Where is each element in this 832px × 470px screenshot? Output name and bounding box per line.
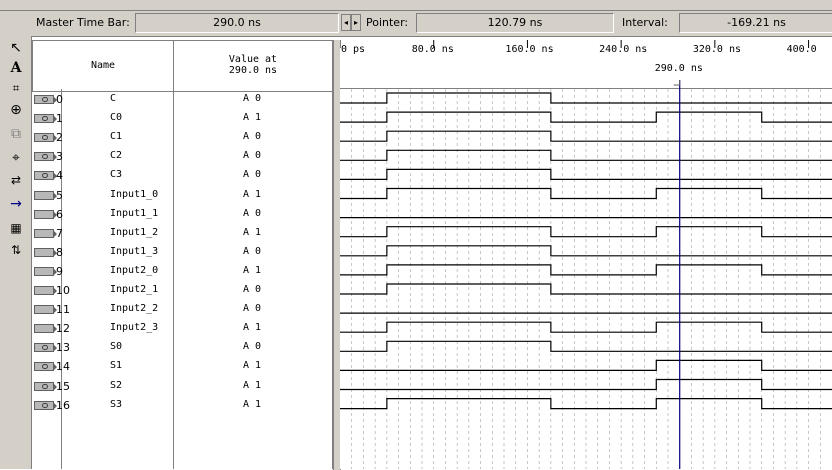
time-info-bar — [0, 11, 832, 36]
pointer-label: Pointer: — [366, 16, 409, 29]
nudge-right-button[interactable]: ▸ — [351, 14, 361, 31]
input-pin-icon — [34, 191, 54, 200]
signal-index: 2 — [56, 131, 63, 145]
signal-index: 3 — [56, 150, 63, 164]
signal-index: 5 — [56, 188, 63, 202]
signal-index: 4 — [56, 169, 63, 183]
signal-name: Input2_3 — [110, 322, 159, 334]
signal-name: Input1_3 — [110, 245, 159, 257]
signal-index: 16 — [56, 398, 70, 412]
signal-index: 0 — [56, 93, 63, 106]
signal-row[interactable] — [32, 147, 332, 166]
signal-row[interactable] — [32, 166, 332, 185]
ruler-tick-label: 160.0 ns — [505, 44, 554, 55]
master-time-bar-field[interactable]: 290.0 ns — [135, 13, 339, 33]
input-pin-icon — [34, 267, 54, 276]
text-icon[interactable]: A — [10, 60, 22, 76]
signal-value: A 0 — [243, 169, 262, 181]
signal-value: A 1 — [243, 188, 262, 200]
find-icon[interactable]: ⌖ — [12, 150, 20, 166]
waveform-toolbar — [0, 36, 32, 469]
group-icon[interactable]: ▦ — [10, 221, 22, 235]
signal-index: 1 — [56, 112, 63, 126]
signal-value: A 1 — [243, 398, 262, 410]
signal-row[interactable] — [32, 262, 332, 281]
signal-value: A 0 — [243, 131, 262, 143]
input-pin-icon — [34, 286, 54, 295]
waveform-display[interactable] — [340, 40, 832, 469]
signal-row[interactable] — [32, 300, 332, 319]
value-column-title-line1: Value at — [228, 54, 278, 65]
output-pin-icon — [34, 382, 54, 391]
signal-value: A 1 — [243, 322, 262, 334]
name-column-title: Name — [90, 60, 116, 71]
signal-row[interactable] — [32, 319, 332, 338]
select-icon[interactable]: ↖ — [10, 40, 22, 56]
signal-name: Input1_1 — [110, 207, 159, 219]
signal-row[interactable] — [32, 377, 332, 396]
signal-row[interactable] — [32, 205, 332, 224]
signal-value: A 0 — [243, 93, 262, 104]
waveform-edit-icon[interactable]: ⌗ — [12, 81, 20, 95]
input-pin-icon — [34, 305, 54, 314]
window-top-strip — [0, 0, 832, 11]
signal-value: A 0 — [243, 284, 262, 295]
signal-index: 14 — [56, 360, 70, 374]
signal-row[interactable] — [32, 109, 332, 128]
interval-field: -169.21 ns — [679, 13, 832, 33]
signal-value: A 0 — [243, 245, 262, 257]
name-column-header[interactable] — [32, 40, 174, 92]
signal-value: A 0 — [243, 150, 262, 162]
signal-row[interactable] — [32, 281, 332, 300]
signal-name: Input2_2 — [110, 303, 159, 315]
signal-name: Input1_2 — [110, 226, 159, 238]
signal-name: Input1_0 — [110, 188, 159, 200]
output-pin-icon — [34, 133, 54, 142]
signal-row[interactable] — [32, 186, 332, 205]
signal-name: C2 — [110, 150, 123, 162]
signal-index: 15 — [56, 379, 70, 393]
copy-icon[interactable]: ⧉ — [11, 126, 21, 142]
input-pin-icon — [34, 229, 54, 238]
goto-icon[interactable]: → — [10, 196, 22, 212]
output-pin-icon — [34, 171, 54, 180]
signal-name: Input2_0 — [110, 264, 159, 276]
signal-value: A 0 — [243, 207, 262, 219]
signal-row[interactable] — [32, 90, 332, 109]
value-column-title-line2: 290.0 ns — [228, 65, 278, 76]
output-pin-icon — [34, 362, 54, 371]
input-pin-icon — [34, 248, 54, 257]
signal-value: A 1 — [243, 264, 262, 276]
signal-name: C — [110, 93, 117, 104]
signal-index: 7 — [56, 226, 63, 240]
signal-name: S1 — [110, 360, 123, 372]
signal-name: S2 — [110, 379, 123, 391]
zoom-icon[interactable]: ⊕ — [10, 102, 22, 118]
signal-index: 13 — [56, 341, 70, 355]
signal-index: 6 — [56, 207, 63, 221]
output-pin-icon — [34, 95, 54, 104]
signal-index: 8 — [56, 245, 63, 259]
signal-value: A 1 — [243, 360, 262, 372]
replace-icon[interactable]: ⇄ — [10, 173, 22, 187]
signal-row[interactable] — [32, 357, 332, 376]
output-pin-icon — [34, 152, 54, 161]
signal-name: S0 — [110, 341, 123, 353]
signal-name: Input2_1 — [110, 284, 159, 295]
input-pin-icon — [34, 210, 54, 219]
ruler-tick-label: 80.0 ns — [411, 44, 454, 55]
ruler-tick-label: 0 ps — [341, 44, 366, 55]
ruler-tick-label: 320.0 ns — [692, 44, 742, 55]
signal-index: 10 — [56, 284, 70, 297]
signal-value: A 0 — [243, 303, 262, 315]
master-time-bar-label: Master Time Bar: — [36, 16, 130, 29]
cursor-handle — [674, 80, 680, 85]
ruler-tick-label: 400.0 — [786, 44, 817, 55]
output-pin-icon — [34, 401, 54, 410]
signal-value: A 1 — [243, 226, 262, 238]
signal-row[interactable] — [32, 128, 332, 147]
nudge-left-button[interactable]: ◂ — [341, 14, 351, 31]
signal-name: C1 — [110, 131, 123, 143]
pointer-field: 120.79 ns — [416, 13, 614, 33]
output-pin-icon — [34, 114, 54, 123]
value-column-header[interactable] — [173, 40, 333, 92]
cursor-time-label: 290.0 ns — [654, 63, 703, 74]
waveform-canvas[interactable] — [340, 40, 832, 469]
ruler-tick-label: 240.0 ns — [599, 44, 648, 55]
input-pin-icon — [34, 324, 54, 333]
signal-index: 12 — [56, 322, 70, 336]
signal-name: C3 — [110, 169, 123, 181]
signal-name: C0 — [110, 112, 123, 124]
signal-name: S3 — [110, 398, 123, 410]
signal-value: A 0 — [243, 341, 262, 353]
signal-value: A 1 — [243, 379, 262, 391]
interval-label: Interval: — [622, 16, 668, 29]
signal-row[interactable] — [32, 396, 332, 415]
output-pin-icon — [34, 343, 54, 352]
signal-index: 9 — [56, 264, 63, 278]
sort-icon[interactable]: ⇅ — [10, 243, 22, 257]
signal-row[interactable] — [32, 243, 332, 262]
signal-index: 11 — [56, 303, 70, 317]
signal-row[interactable] — [32, 338, 332, 357]
signal-row[interactable] — [32, 224, 332, 243]
signal-value: A 1 — [243, 112, 262, 124]
